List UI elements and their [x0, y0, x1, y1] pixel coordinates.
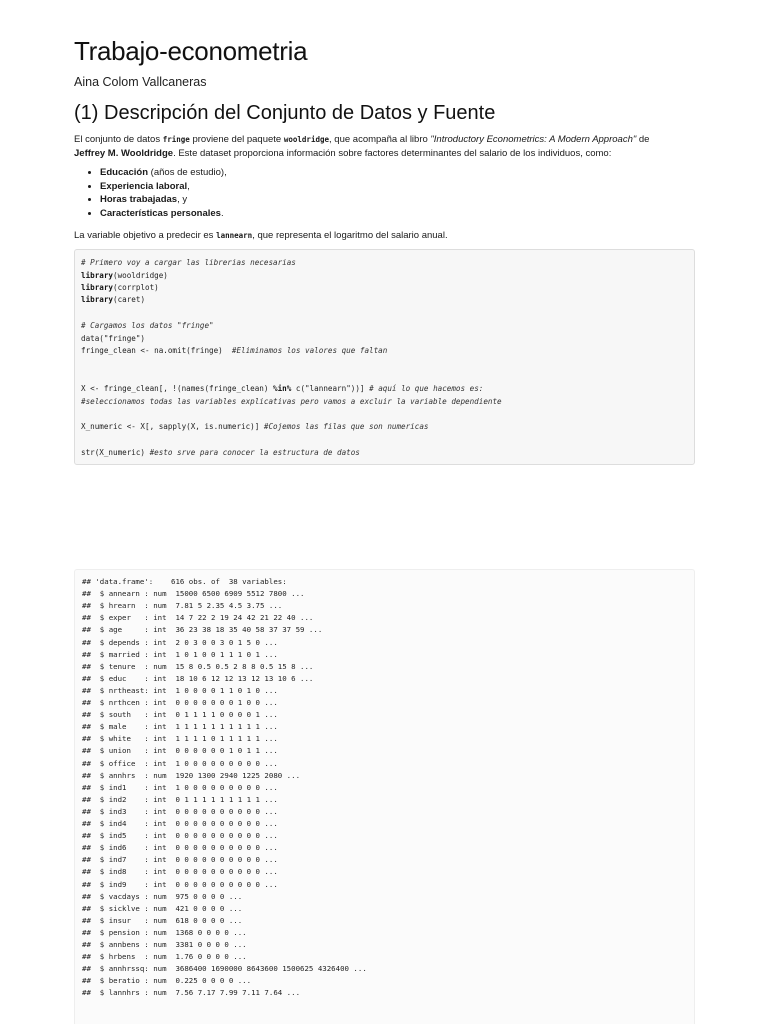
output-line: ## $ annhrssq: num 3686400 1690000 8643600 1500625 4326400 ... [82, 964, 367, 974]
intro-text: , que acompaña al libro [329, 134, 431, 145]
list-item [100, 193, 227, 207]
output-line: ## $ depends : int 2 0 3 0 0 3 0 1 5 0 ... [82, 637, 278, 647]
code-comment: # aquí lo que hacemos es: [369, 384, 484, 393]
output-line: ## $ annbens : num 3381 0 0 0 0 ... [82, 940, 247, 949]
output-line: ## $ white : int 1 1 1 1 0 1 1 1 1 1 ... [82, 734, 278, 744]
intro-text: El conjunto de datos [74, 134, 163, 145]
code-text: (corrplot) [113, 283, 159, 292]
output-line: ## $ ind3 : int 0 0 0 0 0 0 0 0 0 0 ... [82, 806, 278, 816]
code-line [81, 295, 145, 304]
code-comment: #Cojemos las filas que son numericas [263, 422, 429, 431]
output-line: ## $ south : int 0 1 1 1 1 0 0 0 0 1 ... [82, 710, 278, 720]
output-line: ## $ educ : int 18 10 6 12 12 13 12 13 10 6 ... [82, 673, 314, 683]
code-text: fringe_clean <- na.omit(fringe) [81, 346, 232, 355]
output-line: ## $ ind2 : int 0 1 1 1 1 1 1 1 1 1 ... [82, 794, 278, 804]
console-output-block[interactable] [74, 569, 695, 1024]
code-text: (wooldridge) [113, 271, 168, 280]
list-item-text: . [220, 207, 224, 219]
intro-text: proviene del paquete [189, 134, 284, 145]
code-keyword: library [81, 271, 114, 280]
list-item [100, 207, 227, 221]
section-heading: (1) Descripción del Conjunto de Datos y Fuente [74, 102, 496, 124]
output-line: ## $ exper : int 14 7 22 2 19 24 42 21 22 40 ... [82, 613, 314, 623]
output-line: ## $ ind4 : int 0 0 0 0 0 0 0 0 0 0 ... [82, 819, 278, 828]
factor-list [74, 166, 227, 220]
list-item-text: , y [177, 194, 188, 205]
output-line: ## $ male : int 1 1 1 1 1 1 1 1 1 1 ... [82, 722, 278, 732]
target-text: , que representa el logaritmo del salario anual. [252, 230, 448, 241]
code-line [81, 422, 428, 431]
output-line: ## $ vacdays : num 975 0 0 0 0 ... [82, 891, 243, 901]
output-line: ## $ beratio : num 0.225 0 0 0 0 ... [82, 976, 252, 986]
list-item-text: (años de estudio), [148, 167, 227, 178]
output-line: ## $ annearn : num 15000 6500 6909 5512 7800 ... [82, 589, 305, 599]
inline-code-wooldridge: wooldridge [283, 135, 330, 144]
output-line: ## $ ind7 : int 0 0 0 0 0 0 0 0 0 0 ... [82, 855, 278, 865]
code-text: X_numeric <- X[, sapply(X, is.numeric)] [81, 422, 264, 431]
code-text: str(X_numeric) [81, 448, 150, 457]
code-line [81, 448, 360, 457]
author-name: Aina Colom Vallcaneras [74, 75, 207, 89]
code-line [81, 384, 483, 393]
output-line: ## $ ind6 : int 0 0 0 0 0 0 0 0 0 0 ... [82, 843, 278, 853]
code-keyword: %in% [273, 384, 292, 393]
output-line: ## $ hrbens : num 1.76 0 0 0 0 ... [82, 952, 247, 962]
code-comment: #Eliminamos los valores que faltan [231, 346, 388, 355]
inline-code-fringe: fringe [162, 135, 190, 144]
code-line [81, 283, 159, 292]
output-line: ## $ sicklve : num 421 0 0 0 0 ... [82, 903, 243, 913]
output-line: ## $ age : int 36 23 38 18 35 40 58 37 37 59 ... [82, 625, 323, 635]
output-line: ## $ pension : num 1368 0 0 0 0 ... [82, 927, 247, 937]
list-item-bold: Características personales [100, 207, 221, 219]
code-text: (caret) [113, 295, 146, 304]
output-line: ## 'data.frame': 616 obs. of 38 variables: [82, 577, 287, 586]
list-item [100, 180, 227, 194]
list-item-bold: Experiencia laboral [100, 180, 188, 192]
target-text: La variable objetivo a predecir es [74, 230, 217, 241]
intro-paragraph [74, 133, 697, 161]
intro-text: . Este dataset proporciona información sobre factores determinantes del salario de los individuos, como: [173, 148, 612, 159]
target-paragraph [74, 229, 448, 243]
intro-text: de [636, 134, 650, 145]
code-block[interactable] [74, 249, 695, 465]
code-text: X <- fringe_clean[, !(names(fringe_clean) [81, 384, 274, 393]
output-line: ## $ lannhrs : num 7.56 7.17 7.99 7.11 7.64 ... [82, 988, 301, 998]
code-line [81, 346, 387, 355]
list-item-bold: Educación [100, 167, 149, 178]
code-line: # Cargamos los datos "fringe" [81, 321, 214, 330]
output-line: ## $ annhrs : num 1920 1300 2940 1225 2080 ... [82, 770, 301, 780]
page-title: Trabajo-econometria [74, 36, 308, 66]
output-line: ## $ ind8 : int 0 0 0 0 0 0 0 0 0 0 ... [82, 867, 278, 877]
output-line: ## $ insur : num 618 0 0 0 0 ... [82, 915, 243, 925]
output-line: ## $ ind5 : int 0 0 0 0 0 0 0 0 0 0 ... [82, 831, 278, 841]
output-line: ## $ hrearn : num 7.81 5 2.35 4.5 3.75 ... [82, 601, 283, 611]
code-line: #seleccionamos todas las variables explicativas pero vamos a excluir la variable dependiente [81, 397, 502, 406]
output-line: ## $ office : int 1 0 0 0 0 0 0 0 0 0 ... [82, 758, 278, 768]
code-text: c("lannearn"))] [291, 384, 370, 393]
output-line: ## $ ind1 : int 1 0 0 0 0 0 0 0 0 0 ... [82, 782, 278, 792]
output-line: ## $ union : int 0 0 0 0 0 0 1 0 1 1 ... [82, 746, 278, 756]
output-line: ## $ nrtheast: int 1 0 0 0 0 1 1 0 1 0 ... [82, 685, 278, 695]
book-author: Jeffrey M. Wooldridge [74, 148, 174, 159]
code-keyword: library [81, 295, 114, 304]
output-line: ## $ nrthcen : int 0 0 0 0 0 0 0 1 0 0 ... [82, 698, 278, 707]
list-item-bold: Horas trabajadas [100, 194, 178, 205]
code-line: # Primero voy a cargar las librerias necesarias [81, 258, 296, 267]
output-line: ## $ married : int 1 0 1 0 0 1 1 1 0 1 ... [82, 649, 278, 659]
code-line: data("fringe") [81, 334, 146, 343]
book-title: "Introductory Econometrics: A Modern Approach" [430, 134, 637, 145]
output-line: ## $ ind9 : int 0 0 0 0 0 0 0 0 0 0 ... [82, 879, 278, 889]
code-keyword: library [81, 283, 114, 292]
list-item [100, 166, 227, 180]
list-item-text: , [187, 180, 190, 192]
output-line: ## $ tenure : num 15 8 0.5 0.5 2 8 8 0.5 15 8 ... [82, 661, 314, 671]
code-line [81, 271, 168, 280]
inline-code-lannearn: lannearn [216, 231, 253, 240]
code-comment: #esto srve para conocer la estructura de datos [149, 448, 360, 457]
